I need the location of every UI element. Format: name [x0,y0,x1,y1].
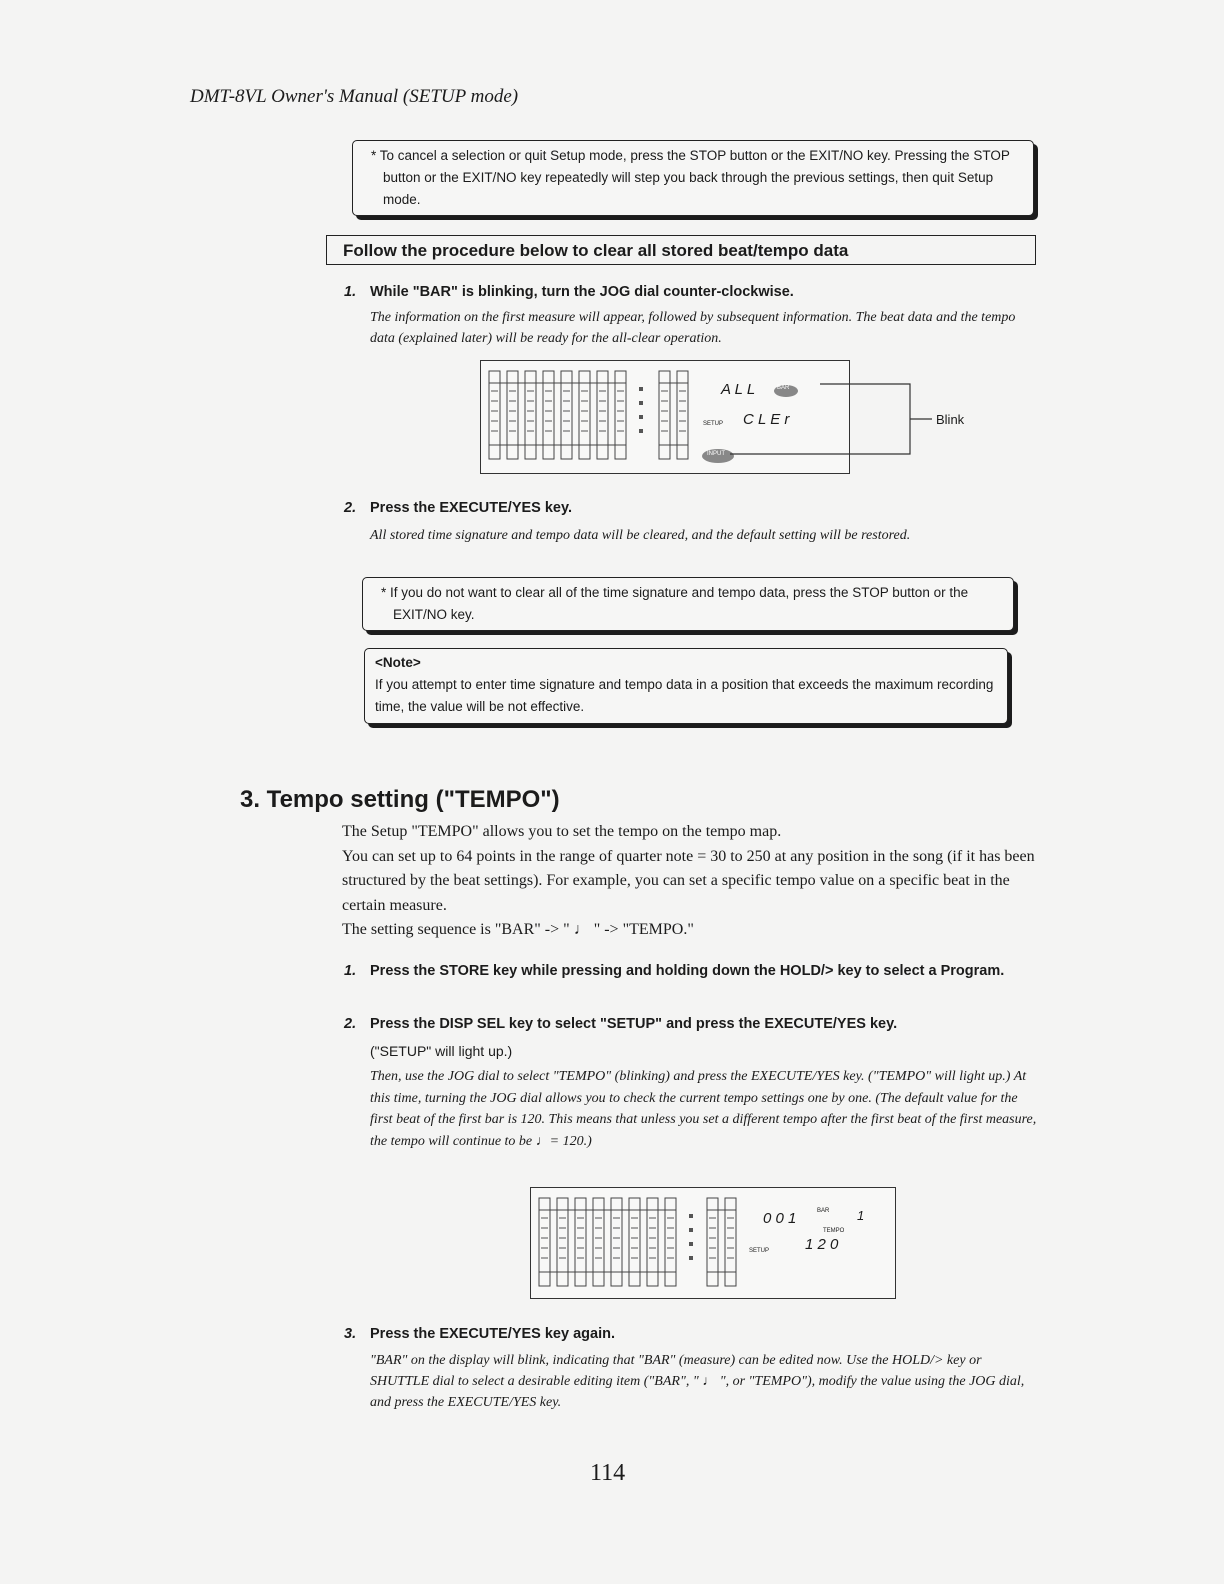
section-title: 3. Tempo setting ("TEMPO") [240,786,560,813]
tempo-step-2-desc: Then, use the JOG dial to select "TEMPO" (blinking) and press the EXECUTE/YES key. ("TEMPO" will light up.) At this time, turning the JOG dial allows you to check the current tempo settings one by one. (The default value for the first beat of the first bar is 120. This means that unless you set a different tempo after the first beat of the first measure, the tempo will continue to be ♩= 120.) [370,1069,1037,1149]
stop-note-box [362,577,1014,631]
note-heading: <Note> [375,655,421,670]
tempo-step-2 [344,1016,897,1032]
tempo-step-2-sub: ("SETUP" will light up.) [370,1043,513,1059]
lcd-meters-svg [531,1188,895,1298]
section-paragraph [342,820,1042,943]
step-number: 2. [344,1016,357,1032]
cancel-note-text: * To cancel a selection or quit Setup mode, press the STOP button or the EXIT/NO key. Pressing the STOP button or the EXIT/NO key repeatedly will step you back through the previous settings, then quit Setup mode. [371,148,1010,207]
lcd-beat-value: 1 [857,1208,865,1223]
paragraph-line: You can set up to 64 points in the range of quarter note = 30 to 250 at any position in the song (if it has been structured by the beat settings). For example, you can set a specific tempo value on a specific beat in the certain measure. [342,847,1035,914]
lcd-display-tempo [530,1187,896,1299]
clear-step-1 [344,284,794,300]
lcd-setup-indicator: SETUP [749,1248,770,1254]
lcd-line-2: C L E r [743,411,790,428]
step-number: 1. [344,963,357,979]
paragraph-line: The Setup "TEMPO" allows you to set the tempo on the tempo map. [342,823,782,840]
step-title: Press the EXECUTE/YES key. [370,500,573,516]
lcd-bar-indicator: BAR [777,385,790,391]
tempo-step-3 [344,1326,615,1342]
step-title: Press the DISP SEL key to select "SETUP" and press the EXECUTE/YES key. [370,1016,898,1032]
note-text: If you attempt to enter time signature and tempo data in a position that exceeds the maximum recording time, the value will be not effective. [375,677,994,714]
step-title: Press the EXECUTE/YES key again. [370,1326,615,1342]
tempo-step-1 [344,958,1044,985]
blink-label: Blink [936,412,965,427]
lcd-tempo-indicator: TEMPO [823,1228,845,1234]
lcd-line-1: 0 0 1 [763,1210,797,1227]
paragraph-line: The setting sequence is "BAR" -> " ♩ " -> "TEMPO." [342,921,694,938]
lcd-bar-indicator: BAR [817,1208,830,1214]
step-number: 2. [344,500,357,516]
lcd-setup-indicator: SETUP [703,421,724,427]
note-box [364,648,1008,724]
step-title: While "BAR" is blinking, turn the JOG dial counter-clockwise. [370,284,794,300]
lcd-line-2: 1 2 0 [805,1236,839,1253]
step-number: 3. [344,1326,357,1342]
step-number: 1. [344,284,357,300]
tempo-step-3-desc: "BAR" on the display will blink, indicating that "BAR" (measure) can be edited now. Use the HOLD/> key or SHUTTLE dial to select a desirable editing item ("BAR", " ♩ ", or "TEMPO"), modify the value using the JOG dial, and press the EXECUTE/YES key. [370,1353,1025,1410]
page-header: DMT-8VL Owner's Manual (SETUP mode) [190,86,519,107]
stop-note-text: * If you do not want to clear all of the time signature and tempo data, press the STOP button or the EXIT/NO key. [381,585,969,622]
blink-callout-lines [700,380,940,460]
clear-step-1-desc: The information on the first measure will appear, followed by subsequent information. The beat data and the tempo data (explained later) will be ready for the all-clear operation. [370,310,1016,346]
cancel-note-box [352,140,1034,216]
clear-step-2 [344,500,572,516]
step-title: Press the STORE key while pressing and holding down the HOLD/> key to select a Program. [370,963,1005,979]
clear-step-2-desc: All stored time signature and tempo data will be cleared, and the default setting will be restored. [370,528,911,543]
procedure-title: Follow the procedure below to clear all stored beat/tempo data [326,235,1036,265]
page-number: 114 [590,1460,626,1486]
lcd-line-1: A L L [721,381,756,398]
lcd-input-indicator: INPUT [707,451,725,457]
